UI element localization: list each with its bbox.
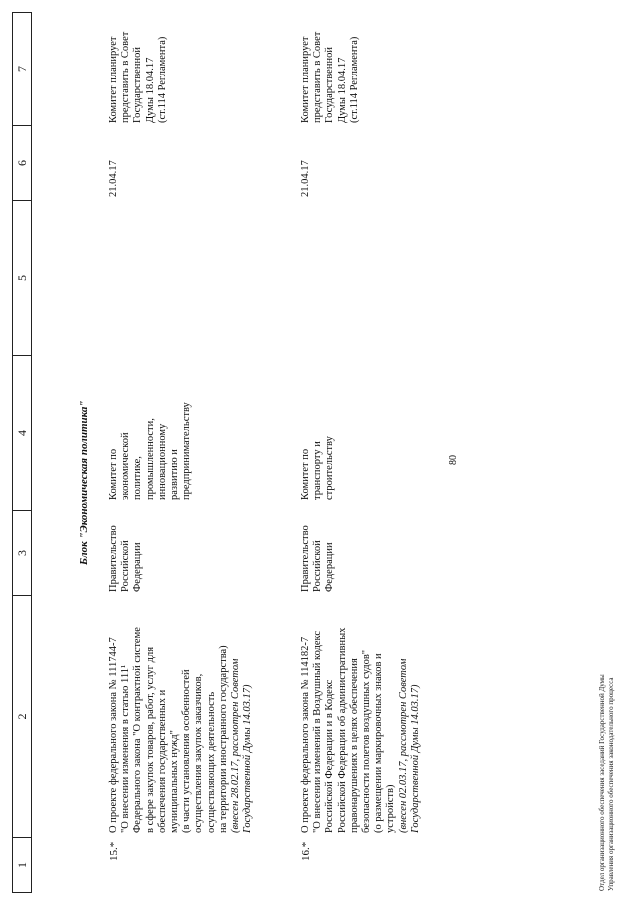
column-header-6: 6	[12, 125, 32, 200]
initiator-line: Федерации	[324, 542, 336, 592]
title-line: устройств)	[385, 784, 397, 833]
column-header-5: 5	[12, 200, 32, 355]
initiator-line: Российской	[120, 540, 132, 592]
comment	[300, 11, 361, 123]
title-line: (о размещении маркировочных знаков и	[373, 653, 385, 833]
title-line: осуществления закупок заказчиков,	[193, 673, 205, 833]
note-line: Государственной Думы 14.03.17)	[242, 684, 254, 833]
column-header-7: 7	[12, 12, 32, 125]
committee-line: экономической	[120, 432, 132, 500]
title-line: О проекте федерального закона № 111744-7	[108, 637, 119, 833]
column-header-1: 1	[12, 837, 32, 893]
title-line: Российской Федерации и в Кодекс	[324, 679, 336, 833]
block-title: Блок "Экономическая политика"	[78, 400, 90, 565]
comment-line: (ст.114 Регламента)	[348, 36, 360, 123]
row-number: 15.*	[108, 841, 120, 861]
comment	[108, 11, 169, 123]
title-line: на территории иностранного государства)	[217, 645, 229, 833]
title-line: осуществляющих деятельность	[205, 691, 217, 833]
title-line: в сфере закупок товаров, работ, услуг для	[144, 646, 156, 833]
initiator	[300, 507, 337, 592]
date: 21.04.17	[300, 160, 311, 197]
column-header-4: 4	[12, 355, 32, 510]
footer-line: Управления организационного обеспечения законодательного процесса	[607, 677, 615, 891]
title-line: Российской Федерации об административных	[336, 627, 348, 833]
footer	[598, 674, 616, 891]
title-line: (в части установления особенностей	[181, 669, 193, 833]
column-header-3: 3	[12, 510, 32, 595]
committee-line: предпринимательству	[181, 402, 193, 500]
committee-line: транспорту и	[312, 441, 324, 500]
comment-line: Комитет планирует	[300, 36, 311, 123]
committee-line: развитию и	[169, 449, 181, 500]
note-line: (внесен 28.02.17, рассмотрен Советом	[230, 658, 242, 833]
committee	[300, 355, 337, 500]
comment-line: представить в Совет	[120, 31, 132, 123]
committee-line: Комитет по	[108, 448, 119, 500]
page-number: 80	[448, 455, 459, 465]
comment-line: Комитет планирует	[108, 36, 119, 123]
committee-line: строительству	[324, 436, 336, 500]
comment-line: (ст.114 Регламента)	[156, 36, 168, 123]
row-title	[300, 593, 422, 833]
initiator-line: Российской	[312, 540, 324, 592]
title-line: правонарушениях в целях обеспечения	[348, 658, 360, 833]
title-line: "О внесении изменения в статью 111¹	[120, 664, 132, 833]
initiator-line: Правительство	[300, 525, 311, 592]
committee	[108, 355, 193, 500]
title-line: "О внесении изменений в Воздушный кодекс	[312, 630, 324, 833]
comment-line: Думы 18.04.17	[144, 57, 156, 123]
note-line: Государственной Думы 14.03.17)	[409, 684, 421, 833]
initiator-line: Федерации	[132, 542, 144, 592]
initiator	[108, 507, 145, 592]
title-line: обеспечения государственных и	[156, 689, 168, 833]
initiator-line: Правительство	[108, 525, 119, 592]
committee-line: промышленности,	[144, 418, 156, 500]
footer-line: Отдел организационного обеспечения заседаний Государственной Думы	[598, 674, 606, 891]
comment-line: Думы 18.04.17	[336, 57, 348, 123]
title-line: О проекте федерального закона № 114182-7	[300, 636, 311, 833]
committee-line: Комитет по	[300, 448, 311, 500]
comment-line: представить в Совет	[312, 31, 324, 123]
note-line: (внесен 02.03.17, рассмотрен Советом	[397, 658, 409, 833]
committee-line: инновационному	[156, 423, 168, 500]
comment-line: Государственной	[132, 47, 144, 123]
date: 21.04.17	[108, 160, 119, 197]
row-number: 16.*	[300, 841, 312, 861]
committee-line: политике,	[132, 456, 144, 500]
title-line: муниципальных нужд"	[169, 730, 181, 833]
column-header-2: 2	[12, 595, 32, 837]
row-title	[108, 593, 254, 833]
title-line: Федерального закона "О контрактной системе	[132, 627, 144, 833]
comment-line: Государственной	[324, 47, 336, 123]
title-line: безопасности полетов воздушных судов"	[361, 649, 373, 833]
